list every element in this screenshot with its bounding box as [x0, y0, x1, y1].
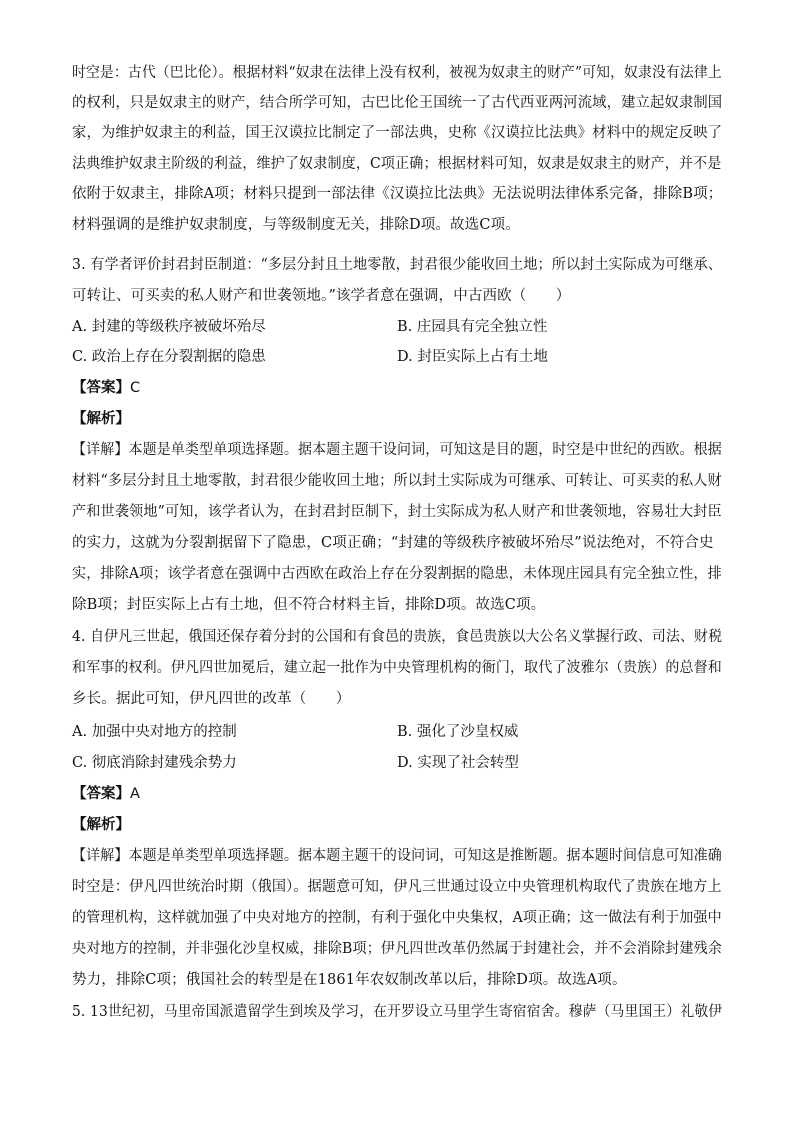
q3-detail-line: 除B项；封臣实际上占有土地，但不符合材料主旨，排除D项。故选C项。 [72, 597, 546, 613]
q3-stem-line: 3. 有学者评价封君封臣制道：“多层分封且土地零散，封君很少能收回土地；所以封土实际成为可继承、 [72, 257, 723, 273]
q3-detail-line: 实，排除A项；该学者意在强调中古西欧在政治上存在分裂割据的隐患，未体现庄园具有完全独立性，排 [72, 566, 722, 582]
q4-option-c: C. 彻底消除封建残余势力 [72, 755, 237, 771]
q4-option-d: D. 实现了社会转型 [397, 755, 519, 771]
q2-analysis-line: 家，为维护奴隶主的利益，国王汉谟拉比制定了一部法典，史称《汉谟拉比法典》材料中的规定反映了 [72, 125, 723, 141]
q3-option-c: C. 政治上存在分裂割据的隐患 [72, 349, 266, 365]
q3-detail-line: 产和世袭领地”可知，该学者认为，在封君封臣制下，封土实际成为私人财产和世袭领地，容易壮大封臣 [72, 504, 722, 520]
q3-option-a: A. 封建的等级秩序被破坏殆尽 [72, 319, 266, 335]
answer-label: 【答案】 [72, 786, 130, 802]
analysis-label: 【解析】 [72, 411, 130, 427]
q3-option-b: B. 庄园具有完全独立性 [397, 319, 548, 335]
q4-detail-line: 时空是：伊凡四世统治时期（俄国）。据题意可知，伊凡三世通过设立中央管理机构取代了贵族在地方上 [72, 879, 722, 895]
q3-detail-line: 的实力，这就为分裂割据留下了隐患，C项正确；“封建的等级秩序被破坏殆尽”说法绝对，不符合史 [72, 535, 714, 551]
q2-analysis-line: 时空是：古代（巴比伦）。根据材料“奴隶在法律上没有权利，被视为奴隶主的财产”可知，奴隶没有法律上 [72, 65, 722, 81]
q4-answer [72, 784, 140, 804]
q4-analysis-label [72, 815, 130, 835]
q3-detail-line: 【详解】本题是单类型单项选择题。据本题主题干设问词，可知这是目的题，时空是中世纪的西欧。根据 [72, 442, 722, 458]
q2-analysis-line: 材料强调的是维护奴隶制度，与等级制度无关，排除D项。故选C项。 [72, 217, 520, 233]
q4-stem-line: 乡长。据此可知，伊凡四世的改革（ ） [72, 691, 351, 707]
answer-label: 【答案】 [72, 380, 130, 396]
q4-stem-line: 4. 自伊凡三世起，俄国还保存着分封的公国和有食邑的贵族，食邑贵族以大公名义掌握行政、司法、财税 [72, 629, 723, 645]
analysis-label: 【解析】 [72, 817, 130, 833]
q4-option-b: B. 强化了沙皇权威 [397, 724, 519, 740]
q4-stem-line: 和军事的权利。伊凡四世加冕后，建立起一批作为中央管理机构的衙门，取代了波雅尔（贵族）的总督和 [72, 660, 722, 676]
q4-detail-line: 【详解】本题是单类型单项选择题。据本题主题干的设问词，可知这是推断题。据本题时间信息可知准确 [72, 848, 722, 864]
q3-answer [72, 378, 140, 398]
answer-value: A [130, 786, 140, 802]
q3-option-d: D. 封臣实际上占有土地 [397, 349, 548, 365]
q2-analysis-line: 法典维护奴隶主阶级的利益，维护了奴隶制度，C项正确；根据材料可知，奴隶是奴隶主的财产，并不是 [72, 156, 722, 172]
answer-value: C [130, 380, 141, 396]
q4-detail-line: 的管理机构，这样就加强了中央对地方的控制，有利于强化中央集权，A项正确；这一做法有利于加强中 [72, 910, 722, 926]
q4-option-a: A. 加强中央对地方的控制 [72, 724, 237, 740]
q4-detail-line: 势力，排除C项；俄国社会的转型是在1861年农奴制改革以后，排除D项。故选A项。 [72, 972, 627, 988]
q3-analysis-label [72, 409, 130, 429]
q3-stem-line: 可转让、可买卖的私人财产和世袭领地。”该学者意在强调，中古西欧（ ） [72, 288, 571, 304]
q5-stem-line: 5. 13世纪初，马里帝国派遣留学生到埃及学习，在开罗设立马里学生寄宿宿舍。穆萨（马里国王）礼敬伊 [72, 1004, 723, 1020]
q3-detail-line: 材料“多层分封且土地零散，封君很少能收回土地；所以封土实际成为可继承、可转让、可买卖的私人财 [72, 473, 722, 489]
q2-analysis-line: 依附于奴隶主，排除A项；材料只提到一部法律《汉谟拉比法典》无法说明法律体系完备，排除B项； [72, 186, 723, 202]
q2-analysis-line: 的权利，只是奴隶主的财产，结合所学可知，古巴比伦王国统一了古代西亚两河流域，建立起奴隶制国 [72, 95, 723, 111]
q4-detail-line: 央对地方的控制，并非强化沙皇权威，排除B项；伊凡四世改革仍然属于封建社会，并不会消除封建残余 [72, 941, 723, 957]
